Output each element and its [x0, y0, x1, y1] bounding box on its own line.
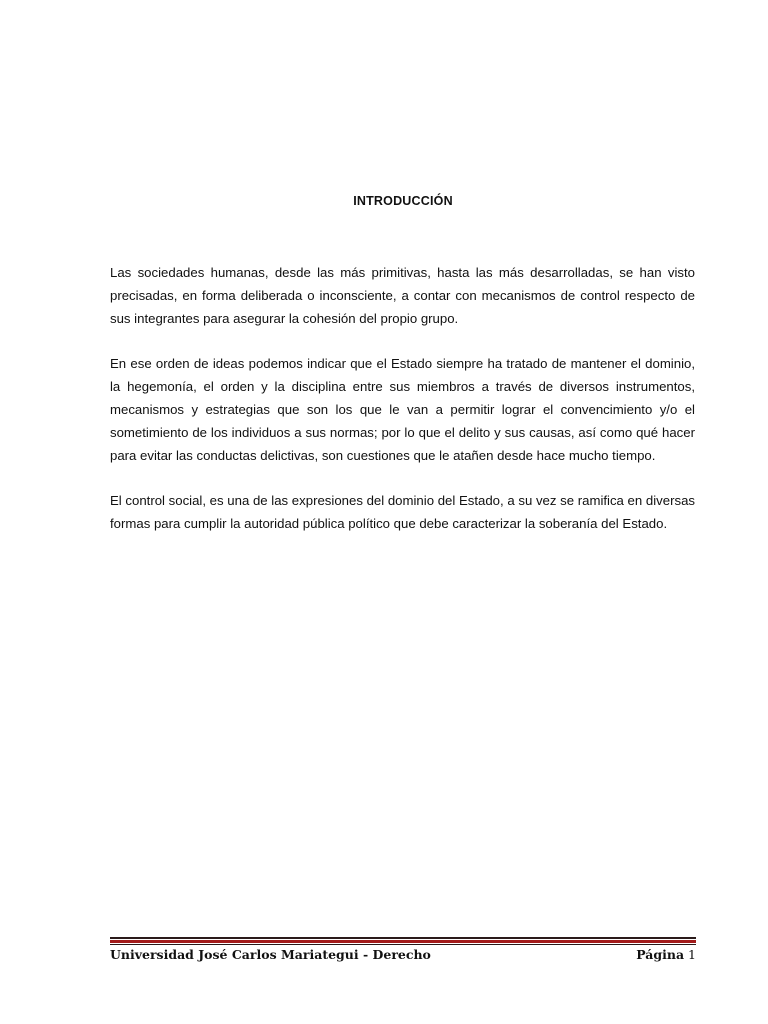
footer-page-label: Página — [636, 947, 685, 962]
body-text — [110, 261, 695, 557]
paragraph-3: El control social, es una de las expresiones del dominio del Estado, a su vez se ramifica en diversas formas para cumplir la autoridad pública político que debe caracterizar la soberanía del Estado. — [110, 493, 695, 531]
footer-rule-top — [110, 937, 696, 939]
paragraph-1: Las sociedades humanas, desde las más primitivas, hasta las más desarrolladas, se han visto precisadas, en forma deliberada o inconsciente, a contar con mecanismos de control respecto de sus integrantes para asegurar la cohesión del propio grupo. — [110, 265, 695, 326]
footer-page-number: 1 — [688, 947, 696, 962]
page-title: INTRODUCCIÓN — [353, 194, 453, 208]
footer-rule-bottom — [110, 944, 696, 945]
footer-institution: Universidad José Carlos Mariategui - Derecho — [110, 947, 431, 962]
page-footer — [110, 947, 696, 967]
paragraph-2: En ese orden de ideas podemos indicar que el Estado siempre ha tratado de mantener el dominio, la hegemonía, el orden y la disciplina entre sus miembros a través de diversos instrumentos, mecanismos y estrategias que son los que le van a permitir lograr el convencimiento y/o el sometimiento de los individuos a sus normas; por lo que el delito y sus causas, así como qué hacer para evitar las conductas delictivas, son cuestiones que le atañen desde hace mucho tiempo. — [110, 356, 695, 463]
footer-rule-accent — [110, 940, 696, 943]
footer-page-indicator — [636, 947, 696, 962]
